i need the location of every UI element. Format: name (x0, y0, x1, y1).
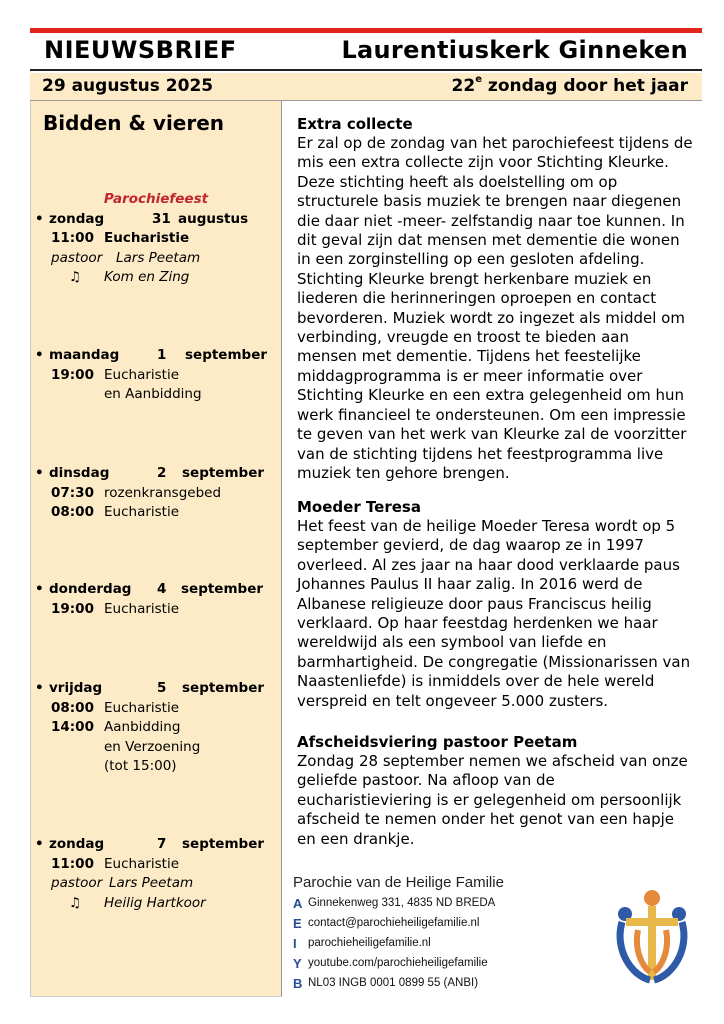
celebrant-role: pastoor (51, 875, 103, 891)
day-number: 1 (157, 347, 167, 363)
contact-email (293, 916, 613, 936)
day-number: 7 (157, 836, 167, 852)
service-time: 11:00 (51, 855, 94, 872)
article-extra-collecte (297, 114, 693, 483)
bullet: • (35, 465, 44, 481)
service-desc: Eucharistie (104, 366, 180, 383)
month-name: september (185, 347, 268, 363)
service-desc: Eucharistie (104, 504, 180, 520)
service-desc: Eucharistie (104, 600, 180, 617)
schedule-entry (31, 191, 281, 289)
address-value: Ginnekenweg 331, 4835 ND BREDA (308, 897, 496, 909)
service-time: 19:00 (51, 600, 94, 617)
article-moeder-teresa (297, 497, 693, 711)
day-number: 31 (152, 210, 171, 227)
service-time: 08:00 (51, 504, 94, 520)
day-name: dinsdag (49, 465, 110, 481)
sidebar-schedule (30, 101, 282, 997)
service-desc: Eucharistie (104, 855, 180, 872)
service-desc: Eucharistie (104, 699, 180, 716)
month-name: september (182, 836, 265, 852)
bank-account: NL03 INGB 0001 0899 55 (ANBI) (308, 977, 479, 989)
schedule-entry (31, 465, 281, 524)
month-name: september (181, 581, 264, 597)
masthead (30, 33, 702, 71)
article-title: Moeder Teresa (297, 498, 421, 516)
contact-bank (293, 976, 613, 996)
bank-key: B (293, 976, 303, 991)
service-desc: rozenkransgebed (104, 484, 222, 501)
day-number: 2 (157, 465, 167, 481)
newsletter-label: NIEUWSBRIEF (44, 36, 237, 64)
bullet: • (35, 836, 44, 852)
address-key: A (293, 896, 303, 911)
contact-block (293, 874, 613, 996)
article-title: Extra collecte (297, 115, 413, 133)
parish-logo-icon (612, 880, 692, 984)
youtube-key: Y (293, 956, 302, 971)
day-number: 5 (157, 680, 167, 696)
logo-head-icon (644, 890, 660, 906)
service-time: 07:30 (51, 484, 94, 501)
service-desc-cont: en Aanbidding (104, 386, 202, 402)
music-choir: Kom en Zing (104, 269, 190, 285)
music-note-icon: ♫ (69, 894, 82, 911)
bullet: • (35, 210, 44, 227)
contact-website (293, 936, 613, 956)
service-desc-cont: (tot 15:00) (104, 758, 177, 774)
service-desc: Aanbidding (104, 719, 181, 735)
date-bar (30, 73, 702, 101)
email-key: E (293, 916, 302, 931)
feast-label: Parochiefeest (103, 191, 209, 207)
church-name: Laurentiuskerk Ginneken (341, 36, 688, 64)
service-time: 08:00 (51, 699, 94, 716)
parish-name: Parochie van de Heilige Familie (293, 874, 504, 891)
celebrant-name: Lars Peetam (116, 249, 201, 266)
schedule-entry (31, 680, 281, 778)
article-afscheidsviering (297, 732, 693, 849)
contact-address (293, 896, 613, 916)
music-choir: Heilig Hartkoor (104, 894, 206, 911)
celebrant-name: Lars Peetam (109, 875, 194, 891)
day-name: maandag (49, 347, 120, 363)
service-desc-cont: en Verzoening (104, 738, 201, 755)
service-time: 11:00 (51, 230, 94, 246)
month-name: augustus (178, 210, 249, 227)
day-number: 4 (157, 581, 167, 597)
schedule-entry (31, 347, 281, 406)
day-name: donderdag (49, 581, 132, 597)
logo-cross-horizontal-icon (626, 918, 678, 926)
music-note-icon: ♫ (69, 269, 82, 285)
day-name: vrijdag (49, 680, 103, 696)
month-name: september (182, 680, 265, 696)
bullet: • (35, 347, 44, 363)
article-title: Afscheidsviering pastoor Peetam (297, 733, 578, 751)
contact-youtube (293, 956, 613, 976)
website-link[interactable]: parochieheiligefamilie.nl (308, 937, 431, 949)
service-desc: Eucharistie (104, 230, 190, 246)
issue-date: 29 augustus 2025 (42, 76, 214, 96)
youtube-link[interactable]: youtube.com/parochieheiligefamilie (308, 957, 488, 969)
schedule-entry (31, 836, 281, 914)
email-link[interactable]: contact@parochieheiligefamilie.nl (308, 917, 480, 929)
bullet: • (35, 680, 44, 696)
article-body: Het feest van de heilige Moeder Teresa wordt op 5 september gevierd, de dag waarop ze in 1997 overleed. Al zes jaar na haar dood verklaarde paus Johannes Paulus II haar zalig. In 2016 werd de Albanese religieuze door paus Franciscus heilig verklaard. Op haar feestdag herdenken we haar wereldwijd als een symbool van liefde en barmhartigheid. De congregatie (Missionarissen van Naastenliefde) is inmiddels over de hele wereld verspreid en telt ongeveer 5.000 zusters. (297, 517, 691, 710)
sunday-ordinal: e (475, 74, 483, 86)
month-name: september (182, 465, 265, 481)
article-body: Zondag 28 september nemen we afscheid van onze geliefde pastoor. Na afloop van de eucharistieviering is er gelegenheid om persoonlijk afscheid te nemen onder het genot van een hapje en een drankje. (297, 752, 688, 848)
sunday-number: 22 (451, 76, 476, 96)
day-name: zondag (49, 836, 105, 852)
bullet: • (35, 581, 44, 597)
service-time: 14:00 (51, 719, 94, 735)
liturgical-sunday (452, 76, 688, 96)
day-name: zondag (49, 210, 105, 227)
website-key: I (293, 936, 297, 951)
celebrant-role: pastoor (51, 249, 103, 266)
schedule-entry (31, 581, 281, 620)
sunday-text: zondag door het jaar (482, 76, 688, 96)
sidebar-title: Bidden & vieren (43, 111, 225, 135)
article-body: Er zal op de zondag van het parochiefeest tijdens de mis een extra collecte zijn voor Stichting Kleurke. Deze stichting heeft als doelstelling om op structurele basis muziek te brengen naar diegenen die daar niet -meer- zelfstandig naar toe kunnen. In dit geval zijn dat mensen met dementie die wonen in een zorginstelling op een gesloten afdeling. Stichting Kleurke brengt herkenbare muziek en liederen die herinneringen oproepen en contact bevorderen. Muziek wordt zo ingezet als middel om verbinding, vreugde en troost te bieden aan mensen met dementie. Tijdens het feestelijke middagprogramma is er meer informatie over Stichting Kleurke en een extra gelegenheid om hun werk financieel te ondersteunen. Om een impressie te geven van het werk van Kleurke zal de voorzitter van de stichting tijdens het feestprogramma live muziek ten gehore brengen. (297, 134, 693, 482)
service-time: 19:00 (51, 366, 94, 383)
